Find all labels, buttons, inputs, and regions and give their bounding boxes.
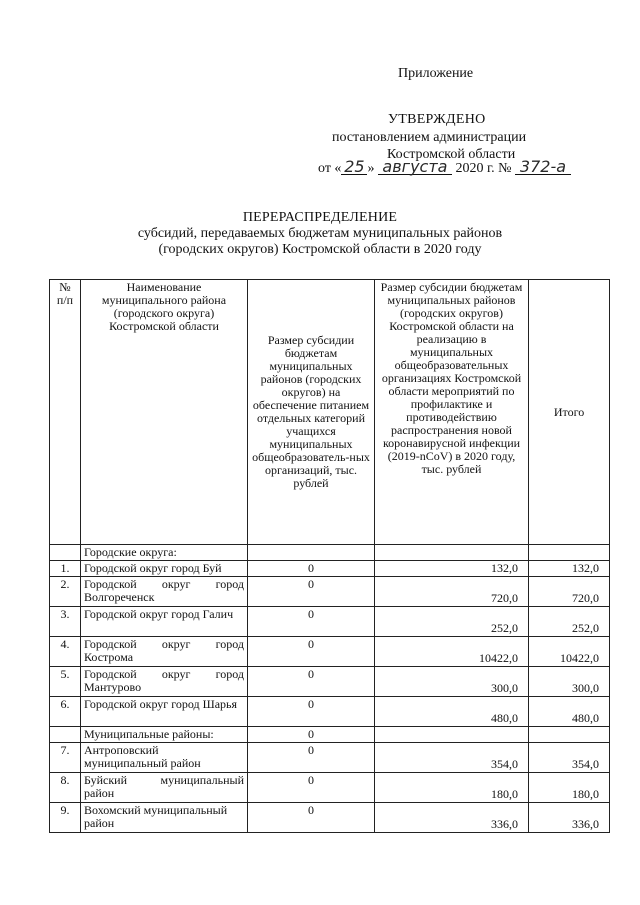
row-name: Антроповский муниципальный район bbox=[81, 743, 248, 773]
table-row bbox=[50, 607, 610, 637]
row-col3: 0 bbox=[248, 561, 375, 577]
date-mid: » bbox=[367, 161, 375, 176]
row-col4: 132,0 bbox=[375, 561, 529, 577]
row-num: 6. bbox=[50, 697, 81, 727]
row-num: 4. bbox=[50, 637, 81, 667]
row-num: 7. bbox=[50, 743, 81, 773]
row-col3: 0 bbox=[248, 743, 375, 773]
row-col3: 0 bbox=[248, 667, 375, 697]
region-line: Костромской области bbox=[387, 147, 516, 162]
header-name: Наименование муниципального района (городского округа) Костромской области bbox=[81, 280, 248, 545]
row-num: 2. bbox=[50, 577, 81, 607]
title-line-3: (городских округов) Костромской области в 2020 году bbox=[158, 242, 482, 257]
row-col3: 0 bbox=[248, 577, 375, 607]
handwritten-day: 25 bbox=[341, 160, 367, 175]
row-col4: 300,0 bbox=[375, 667, 529, 697]
header-col3: Размер субсидии бюджетам муниципальных районов (городских округов) на обеспечение питанием отдельных категорий учащихся муниципальных общеобразователь-ных организаций, тыс. рублей bbox=[248, 280, 375, 545]
row-col4: 720,0 bbox=[375, 577, 529, 607]
row-num: 3. bbox=[50, 607, 81, 637]
table-row bbox=[50, 577, 610, 607]
row-total: 336,0 bbox=[529, 803, 610, 833]
row-col4: 10422,0 bbox=[375, 637, 529, 667]
table-row bbox=[50, 803, 610, 833]
decree-line: постановлением администрации bbox=[332, 130, 527, 145]
row-name: Городской округ город Буй bbox=[81, 561, 248, 577]
row-total: 132,0 bbox=[529, 561, 610, 577]
row-col3: 0 bbox=[248, 637, 375, 667]
row-col3: 0 bbox=[248, 803, 375, 833]
approved-stamp-text: УТВЕРЖДЕНО bbox=[388, 112, 486, 127]
subsidy-table bbox=[49, 279, 610, 833]
row-name: Городской округ город Кострома bbox=[81, 637, 248, 667]
header-num: № п/п bbox=[50, 280, 81, 545]
row-total: 480,0 bbox=[529, 697, 610, 727]
title-line-2: субсидий, передаваемых бюджетам муниципальных районов bbox=[137, 226, 503, 241]
handwritten-month: августа bbox=[378, 160, 452, 175]
row-name: Городской округ город Волгореченск bbox=[81, 577, 248, 607]
row-col3: 0 bbox=[248, 607, 375, 637]
row-num: 5. bbox=[50, 667, 81, 697]
date-prefix: от « bbox=[318, 161, 342, 176]
row-col4: 480,0 bbox=[375, 697, 529, 727]
table-row bbox=[50, 561, 610, 577]
row-total: 720,0 bbox=[529, 577, 610, 607]
row-total: 252,0 bbox=[529, 607, 610, 637]
row-total: 354,0 bbox=[529, 743, 610, 773]
date-line bbox=[318, 157, 571, 177]
row-name: Буйский муниципальный район bbox=[81, 773, 248, 803]
table-row bbox=[50, 637, 610, 667]
table-row bbox=[50, 743, 610, 773]
table-row bbox=[50, 667, 610, 697]
row-col3: 0 bbox=[248, 773, 375, 803]
section-row-district bbox=[50, 727, 610, 743]
row-total: 10422,0 bbox=[529, 637, 610, 667]
section-label: Муниципальные районы: bbox=[81, 727, 248, 743]
appendix-label: Приложение bbox=[398, 66, 474, 81]
row-num: 9. bbox=[50, 803, 81, 833]
row-name: Вохомский муниципальный район bbox=[81, 803, 248, 833]
row-name: Городской округ город Мантурово bbox=[81, 667, 248, 697]
row-total: 300,0 bbox=[529, 667, 610, 697]
table-header-row bbox=[50, 280, 610, 545]
row-col4: 336,0 bbox=[375, 803, 529, 833]
section-row-city bbox=[50, 545, 610, 561]
row-num: 8. bbox=[50, 773, 81, 803]
row-col4: 354,0 bbox=[375, 743, 529, 773]
table-row bbox=[50, 697, 610, 727]
document-title bbox=[0, 210, 640, 258]
section-label: Городские округа: bbox=[81, 545, 248, 561]
row-col3: 0 bbox=[248, 697, 375, 727]
date-year: 2020 г. № bbox=[455, 161, 512, 176]
table-row bbox=[50, 773, 610, 803]
header-total: Итого bbox=[529, 280, 610, 545]
row-name: Городской округ город Галич bbox=[81, 607, 248, 637]
row-num: 1. bbox=[50, 561, 81, 577]
row-col4: 252,0 bbox=[375, 607, 529, 637]
section-col3: 0 bbox=[248, 727, 375, 743]
header-col4: Размер субсидии бюджетам муниципальных районов (городских округов) Костромской области на реализацию в муниципальных общеобразовательных организациях Костромской области мероприятий по профилактике и противодействию распространения новой коронавирусной инфекции (2019-nCoV) в 2020 году, тыс. рублей bbox=[375, 280, 529, 545]
handwritten-number: 372-а bbox=[515, 160, 571, 175]
row-total: 180,0 bbox=[529, 773, 610, 803]
title-line-1: ПЕРЕРАСПРЕДЕЛЕНИЕ bbox=[242, 210, 398, 225]
row-name: Городской округ город Шарья bbox=[81, 697, 248, 727]
row-col4: 180,0 bbox=[375, 773, 529, 803]
